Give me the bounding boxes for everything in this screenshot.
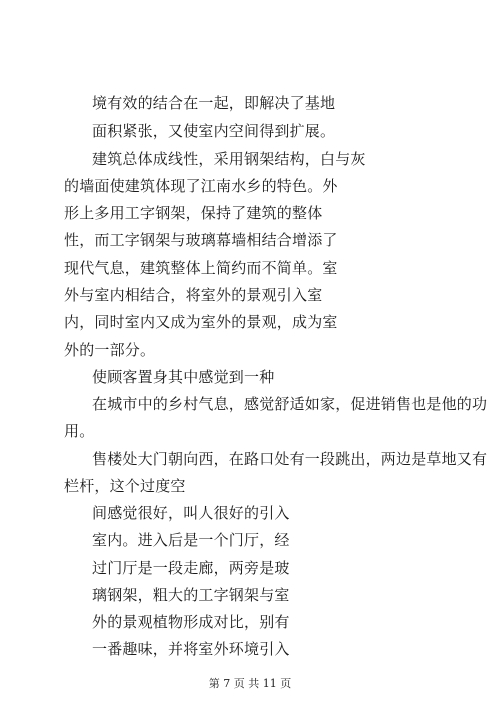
text-line: 过门厅是一段走廊，两旁是玻 [92,559,290,577]
text-line: 栏杆，这个过度空 [64,477,186,495]
text-line: 建筑总体成线性，采用钢架结构，白与灰 [92,150,366,168]
text-line: 外的一部分。 [64,341,156,359]
text-line: 售楼处大门朝向西，在路口处有一段跳出，两边是草地又有 [92,450,488,468]
text-line: 性，而工字钢架与玻璃幕墙相结合增添了 [64,231,338,249]
text-line: 室内。进入后是一个门厅，经 [92,531,290,549]
text-line: 用。 [64,422,95,440]
text-line: 一番趣味，并将室外环境引入 [92,640,290,658]
text-line: 境有效的结合在一起，即解决了基地 [92,94,336,112]
text-line: 间感觉很好，叫人很好的引入 [92,504,290,522]
text-line: 璃钢架，粗大的工字钢架与室 [92,586,290,604]
text-line: 的墙面使建筑体现了江南水乡的特色。外 [64,177,338,195]
text-line: 外与室内相结合，将室外的景观引入室 [64,286,323,304]
text-line: 面积紧张，又使室内空间得到扩展。 [92,122,336,140]
text-line: 内，同时室内又成为室外的景观，成为室 [64,313,338,331]
text-line: 使顾客置身其中感觉到一种 [92,368,275,386]
text-line: 形上多用工字钢架，保持了建筑的整体 [64,204,323,222]
text-line: 现代气息，建筑整体上简约而不简单。室 [64,259,338,277]
text-line: 外的景观植物形成对比，别有 [92,613,290,631]
page-number-footer: 第 7 页 共 11 页 [208,677,292,690]
text-line: 在城市中的乡村气息，感觉舒适如家，促进销售也是他的功 [92,395,488,413]
